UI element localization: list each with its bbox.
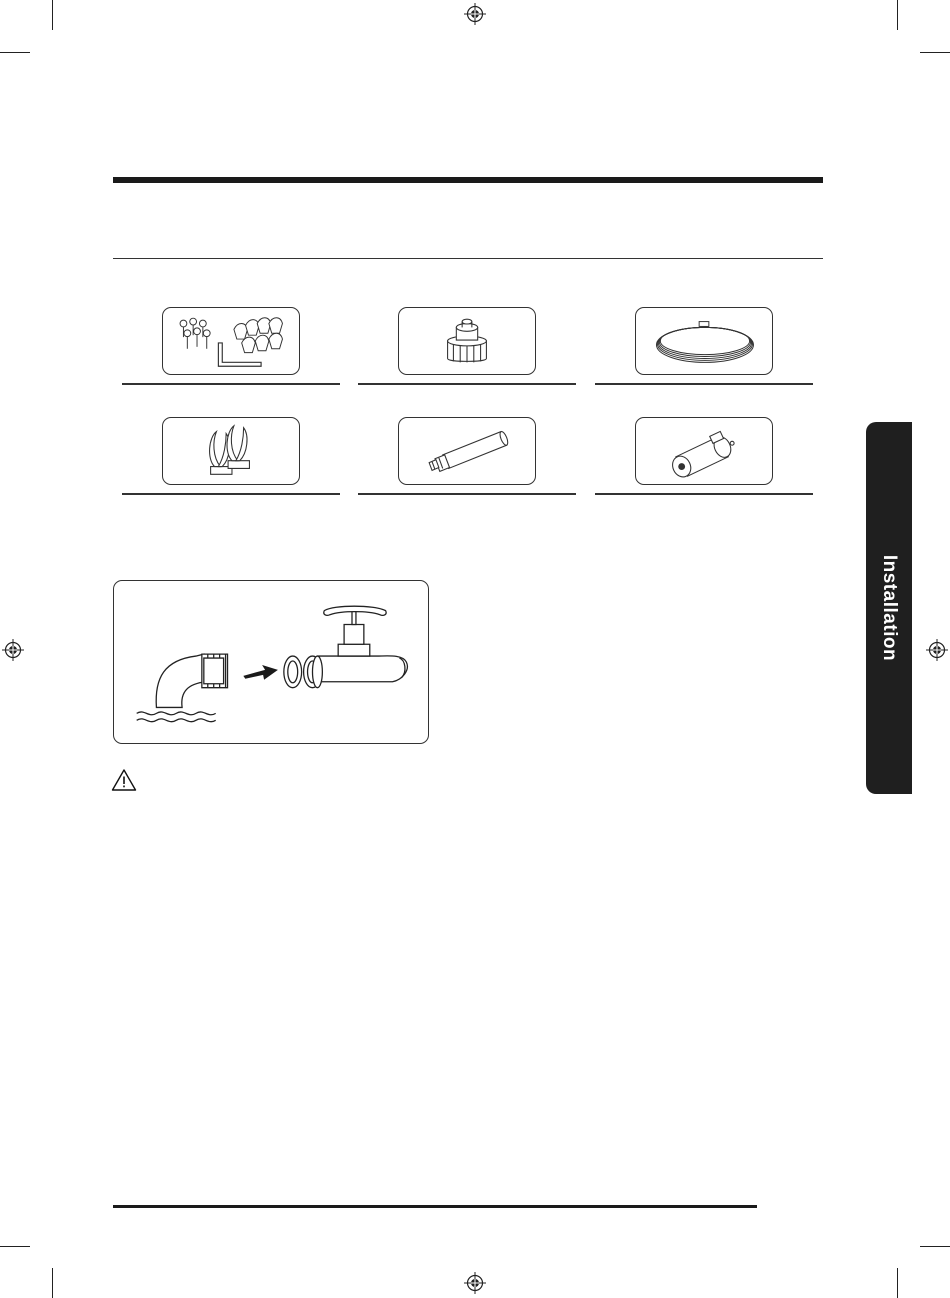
- side-tab-label: Installation: [879, 554, 900, 662]
- part-water-tube: [635, 307, 773, 375]
- part-water-filter: [398, 417, 536, 485]
- part-filter-cap: [398, 307, 536, 375]
- footer-rule: [113, 1205, 757, 1208]
- registration-mark-icon: [464, 3, 486, 25]
- water-tube-icon: [636, 308, 772, 374]
- crop-mark: [52, 0, 53, 30]
- crop-mark: [0, 1246, 30, 1247]
- part-caption-line: [358, 383, 576, 385]
- crop-mark: [920, 52, 950, 53]
- water-tap-connection-figure: [113, 580, 429, 744]
- part-caption-line: [595, 493, 813, 495]
- warning-triangle-icon: [111, 768, 137, 792]
- screws-and-clips-icon: [163, 308, 299, 374]
- crop-mark: [897, 0, 898, 30]
- water-tap-illustration: [114, 581, 428, 743]
- registration-mark-icon: [926, 639, 948, 661]
- part-caption-line: [122, 383, 340, 385]
- filter-cap-icon: [399, 308, 535, 374]
- subsection-rule: [113, 258, 823, 259]
- section-side-tab: [866, 422, 912, 794]
- part-caption-line: [122, 493, 340, 495]
- filter-housing-icon: [636, 418, 772, 484]
- registration-mark-icon: [2, 639, 24, 661]
- crop-mark: [52, 1268, 53, 1298]
- crop-mark: [897, 1268, 898, 1298]
- registration-mark-icon: [464, 1272, 486, 1294]
- crop-mark: [920, 1246, 950, 1247]
- part-caption-line: [358, 493, 576, 495]
- tube-clamps-icon: [163, 418, 299, 484]
- water-filter-icon: [399, 418, 535, 484]
- section-title-rule: [113, 177, 823, 183]
- part-tube-clamps: [162, 417, 300, 485]
- part-caption-line: [595, 383, 813, 385]
- part-filter-housing: [635, 417, 773, 485]
- part-screws-and-clips: [162, 307, 300, 375]
- crop-mark: [0, 52, 30, 53]
